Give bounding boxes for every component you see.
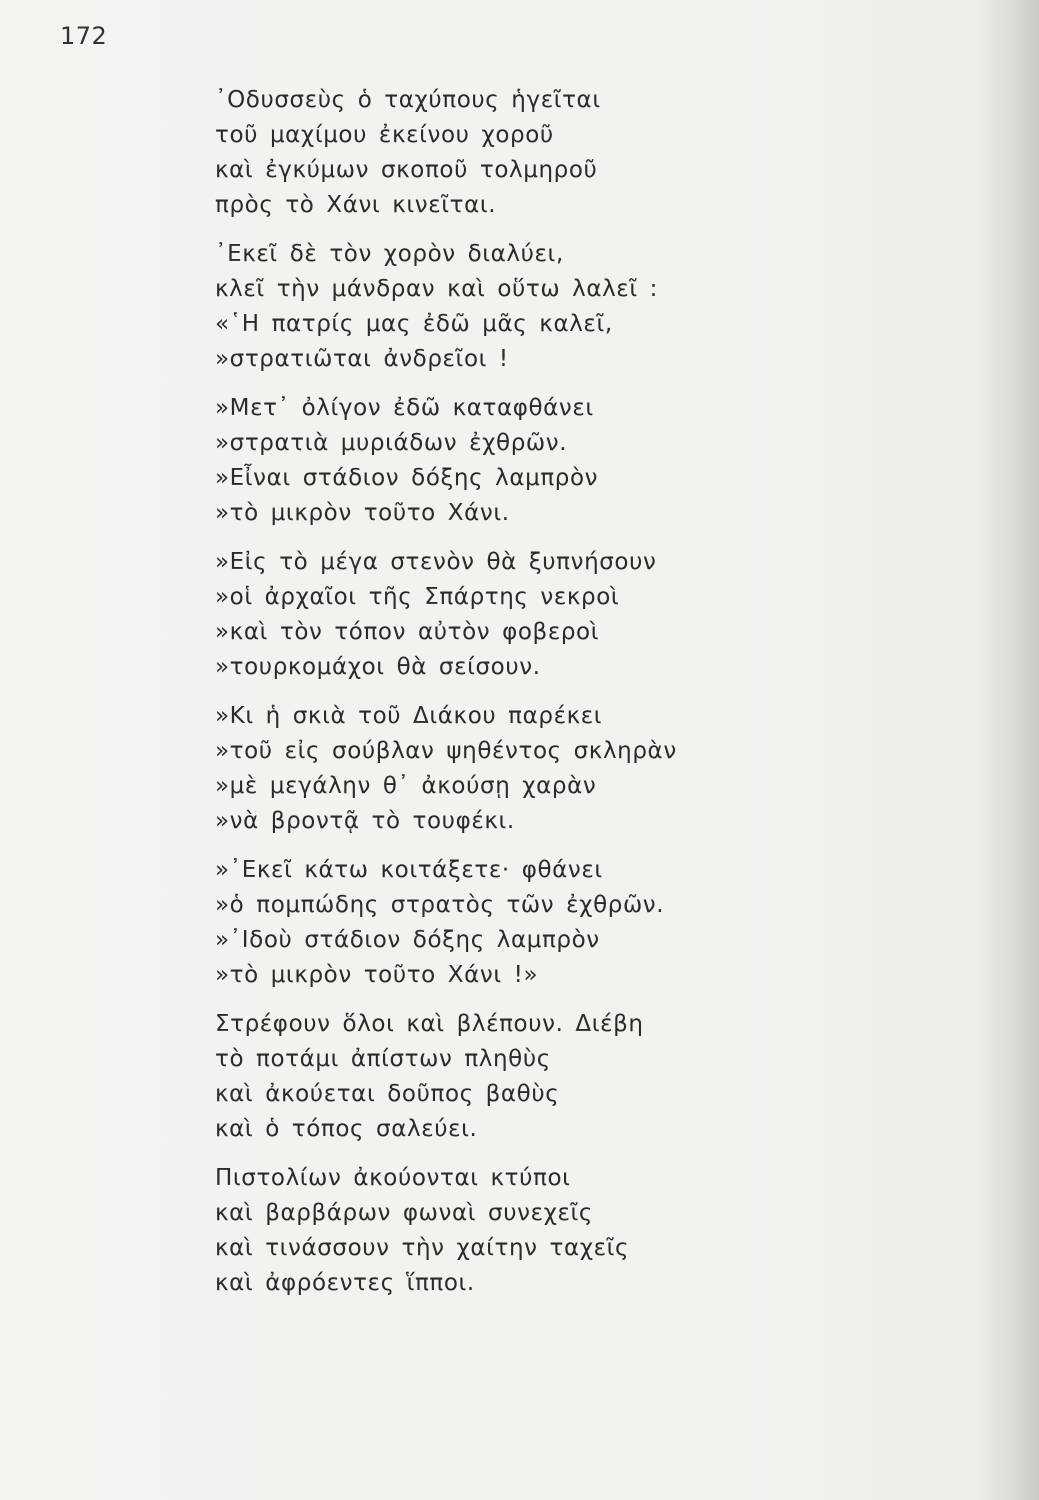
- poem-line: »τὸ μικρὸν τοῦτο Χάνι !»: [215, 962, 539, 988]
- poem-line: »Εἰς τὸ μέγα στενὸν θὰ ξυπνήσουν: [215, 549, 657, 575]
- poem-line: »στρατιῶται ἀνδρεῖοι !: [215, 346, 509, 372]
- poem-line: «῾Η πατρίς μας ἐδῶ μᾶς καλεῖ,: [215, 311, 613, 337]
- poem-line: »οἱ ἀρχαῖοι τῆς Σπάρτης νεκροὶ: [215, 584, 620, 610]
- stanza-5: [215, 699, 935, 839]
- stanza-2: [215, 237, 935, 377]
- poem-line: »Κι ἡ σκιὰ τοῦ Διάκου παρέκει: [215, 703, 603, 729]
- poem-line: Στρέφουν ὅλοι καὶ βλέπουν. Διέβη: [215, 1011, 644, 1037]
- poem-line: »καὶ τὸν τόπον αὐτὸν φοβεροὶ: [215, 619, 600, 645]
- poem-line: »Εἶναι στάδιον δόξης λαμπρὸν: [215, 465, 599, 491]
- poem-line: »τοῦ εἰς σούβλαν ψηθέντος σκληρὰν: [215, 738, 677, 764]
- poem-line: »᾿Εκεῖ κάτω κοιτάξετε· φθάνει: [215, 857, 603, 883]
- poem-line: »ὁ πομπώδης στρατὸς τῶν ἐχθρῶν.: [215, 892, 665, 918]
- poem-line: καὶ βαρβάρων φωναὶ συνεχεῖς: [215, 1200, 594, 1226]
- stanza-7: [215, 1007, 935, 1147]
- poem-line: καὶ τινάσσουν τὴν χαίτην ταχεῖς: [215, 1235, 630, 1261]
- stanza-1: [215, 83, 935, 223]
- poem-line: ᾿Εκεῖ δὲ τὸν χορὸν διαλύει,: [215, 241, 564, 267]
- stanza-4: [215, 545, 935, 685]
- stanza-8: [215, 1161, 935, 1301]
- poem-line: »Μετ᾿ ὀλίγον ἐδῶ καταφθάνει: [215, 395, 594, 421]
- poem-line: τοῦ μαχίμου ἐκείνου χοροῦ: [215, 122, 554, 148]
- poem-line: καὶ ὁ τόπος σαλεύει.: [215, 1116, 478, 1142]
- poem-line: »τουρκομάχοι θὰ σείσουν.: [215, 654, 541, 680]
- poem-line: »μὲ μεγάλην θ᾿ ἀκούσῃ χαρὰν: [215, 773, 597, 799]
- poem-line: »στρατιὰ μυριάδων ἐχθρῶν.: [215, 430, 568, 456]
- poem-line: »᾿Ιδοὺ στάδιον δόξης λαμπρὸν: [215, 927, 600, 953]
- poem-line: »νὰ βροντᾷ τὸ τουφέκι.: [215, 808, 515, 834]
- stanza-6: [215, 853, 935, 993]
- poem-line: καὶ ἀφρόεντες ἵπποι.: [215, 1270, 475, 1296]
- poem-line: καὶ ἐγκύμων σκοποῦ τολμηροῦ: [215, 157, 598, 183]
- poem: [215, 83, 935, 1315]
- stanza-3: [215, 391, 935, 531]
- page-number: 172: [60, 22, 108, 50]
- poem-line: πρὸς τὸ Χάνι κινεῖται.: [215, 192, 497, 218]
- poem-line: ᾿Οδυσσεὺς ὁ ταχύπους ἡγεῖται: [215, 87, 601, 113]
- poem-line: τὸ ποτάμι ἀπίστων πληθὺς: [215, 1046, 551, 1072]
- poem-line: »τὸ μικρὸν τοῦτο Χάνι.: [215, 500, 510, 526]
- poem-line: Πιστολίων ἀκούονται κτύποι: [215, 1165, 571, 1191]
- poem-line: καὶ ἀκούεται δοῦπος βαθὺς: [215, 1081, 560, 1107]
- poem-line: κλεῖ τὴν μάνδραν καὶ οὕτω λαλεῖ :: [215, 276, 658, 302]
